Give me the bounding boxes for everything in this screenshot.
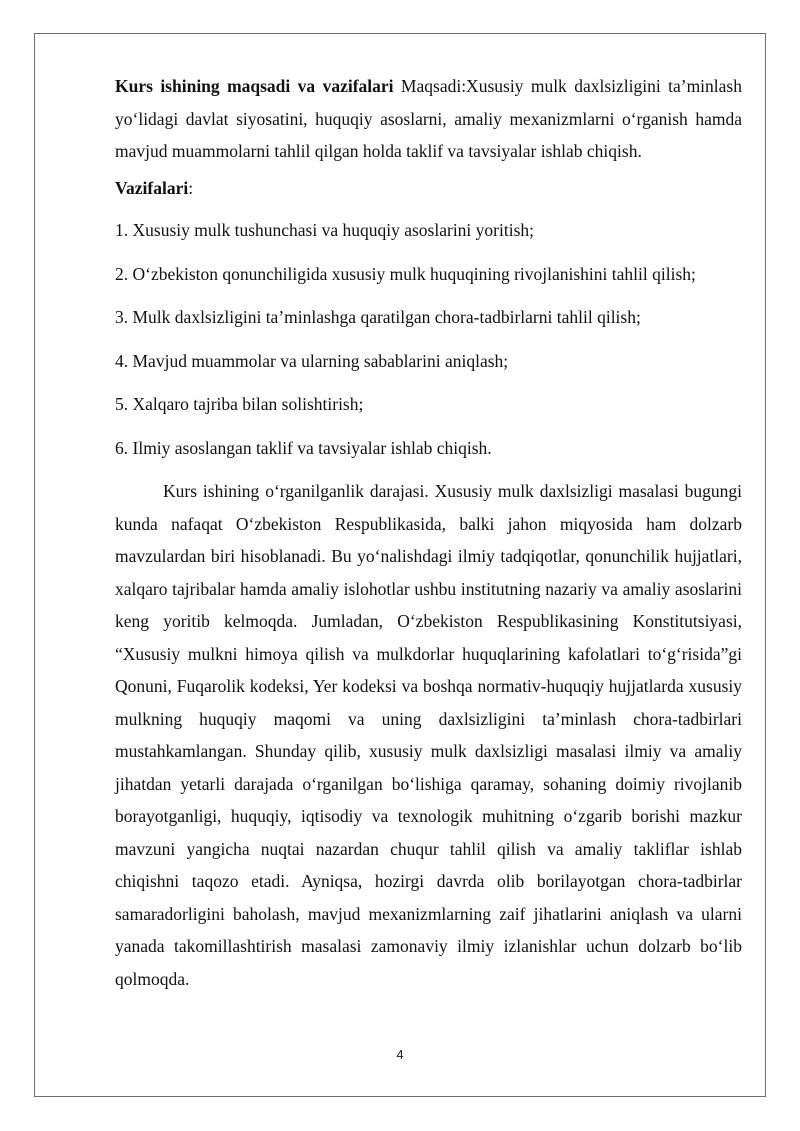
- list-item: 5. Xalqaro tajriba bilan solishtirish;: [115, 394, 364, 414]
- list-item: 3. Mulk daxlsizligini ta’minlashga qaratilgan chora-tadbirlarni tahlil qilish;: [115, 307, 641, 327]
- intro-paragraph: [115, 70, 742, 168]
- tasks-list: [115, 214, 742, 464]
- list-item: 1. Xususiy mulk tushunchasi va huquqiy asoslarini yoritish;: [115, 220, 535, 240]
- intro-text: Maqsadi:Xususiy mulk daxlsizligini ta’minlash yo‘lidagi davlat siyosatini, huquqiy asoslarni, amaliy mexanizmlarni o‘rganish hamda mavjud muammolarni tahlil qilgan holda taklif va tavsiyalar ishlab chiqish.: [115, 76, 742, 161]
- list-item: 4. Mavjud muammolar va ularning sabablarini aniqlash;: [115, 350, 509, 371]
- page-number: 4: [396, 1047, 404, 1062]
- list-item: 2. O‘zbekiston qonunchiligida xususiy mulk huquqining rivojlanishini tahlil qilish;: [115, 263, 696, 284]
- tasks-heading-label: Vazifalari: [115, 177, 189, 198]
- document-body: [115, 70, 742, 995]
- study-level-paragraph: Kurs ishining o‘rganilganlik darajasi. Xususiy mulk daxlsizligi masalasi bugungi kunda nafaqat O‘zbekiston Respublikasida, balki jahon miqyosida ham dolzarb mavzulardan biri hisoblanadi. Bu yo‘nalishdagi ilmiy tadqiqotlar, qonunchilik hujjatlari, xalqaro tajribalar hamda amaliy islohotlar ushbu institutning nazariy va amaliy asoslarini keng yoritib kelmoqda. Jumladan, O‘zbekiston Respublikasining Konstitutsiyasi, “Xususiy mulkni himoya qilish va mulkdorlar huquqlarining kafolatlari to‘g‘risida”gi Qonuni, Fuqarolik kodeksi, Yer kodeksi va boshqa normativ-huquqiy hujjatlarda xususiy mulkning huquqiy maqomi va uning daxlsizligini ta’minlash chora-tadbirlari mustahkamlangan. Shunday qilib, xususiy mulk daxlsizligi masalasi ilmiy va amaliy jihatdan yetarli darajada o‘rganilgan bo‘lishiga qaramay, sohaning doimiy rivojlanib borayotganligi, huquqiy, iqtisodiy va texnologik muhitning o‘zgarib borishi mazkur mavzuni yangicha nuqtai nazardan chuqur tahlil qilish va amaliy takliflar ishlab chiqishni taqozo etadi. Ayniqsa, hozirgi davrda olib borilayotgan chora-tadbirlar samaradorligini baholash, mavjud mexanizmlarning zaif jihatlarini aniqlash va ularni yanada takomillashtirish masalasi zamonaviy ilmiy izlanishlar uchun dolzarb bo‘lib qolmoqda.: [115, 481, 742, 989]
- tasks-heading-colon: :: [188, 177, 194, 198]
- list-item: 6. Ilmiy asoslangan taklif va tavsiyalar ishlab chiqish.: [115, 437, 492, 458]
- tasks-heading: [115, 172, 742, 205]
- intro-heading: Kurs ishining maqsadi va vazifalari: [115, 76, 394, 96]
